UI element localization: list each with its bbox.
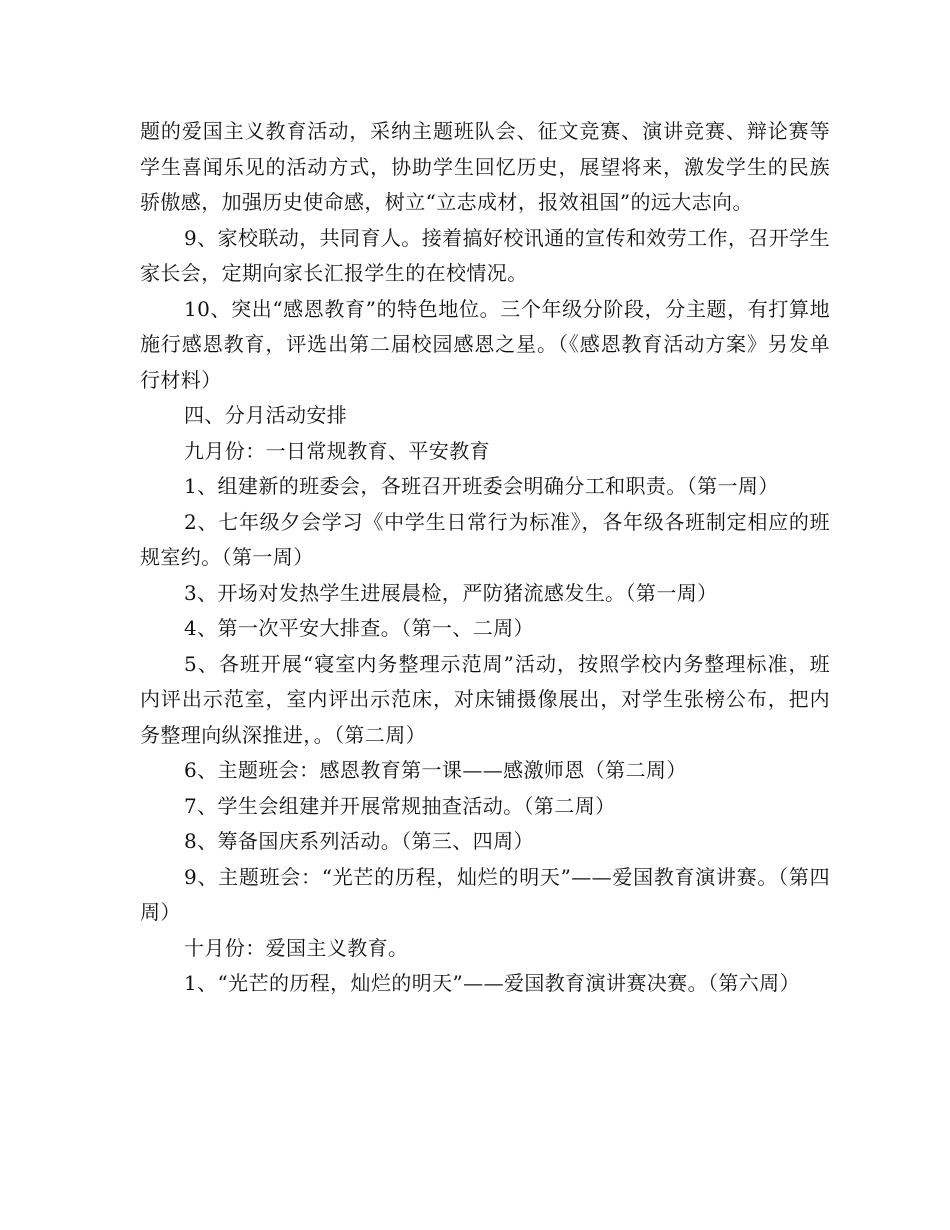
september-item-7: 7、学生会组建并开展常规抽查活动。（第二周）: [184, 793, 616, 818]
september-item-2: 2、七年级夕会学习《中学生日常行为标准》，各年级各班制定相应的班规室约。（第一周）: [140, 509, 830, 569]
paragraph-patriotic-activities: 题的爱国主义教育活动，采纳主题班队会、征文竞赛、演讲竞赛、辩论赛等学生喜闻乐见的活动方式，协助学生回忆历史，展望将来，激发学生的民族骄傲感，加强历史使命感，树立“立志成材，报效祖国”的远大志向。: [140, 119, 830, 214]
section-heading-monthly-plan: 四、分月活动安排: [184, 403, 348, 427]
october-item-1: 1、“光芒的历程，灿烂的明天”——爱国教育演讲赛决赛。（第六周）: [184, 971, 800, 995]
paragraph-item-9-home-school: 9、家校联动，共同育人。接着搞好校讯通的宣传和效劳工作，召开学生家长会，定期向家长汇报学生的在校情况。: [140, 225, 830, 285]
paragraph-item-10-gratitude: 10、突出“感恩教育”的特色地位。三个年级分阶段，分主题，有打算地施行感恩教育，评选出第二届校园感恩之星。（《感恩教育活动方案》另发单行材料）: [140, 296, 830, 392]
september-item-8: 8、筹备国庆系列活动。（第三、四周）: [184, 829, 534, 853]
september-item-6: 6、主题班会：感恩教育第一课——感激师恩（第二周）: [184, 758, 687, 782]
september-item-4: 4、第一次平安大排查。（第一、二周）: [184, 616, 534, 640]
document-body: [140, 114, 830, 1002]
september-item-5: 5、各班开展“寝室内务整理示范周”活动，按照学校内务整理标准，班内评出示范室，室内评出示范床，对床铺摄像展出，对学生张榜公布，把内务整理向纵深推进，。（第二周）: [140, 651, 830, 747]
september-item-9: 9、主题班会：“光芒的历程，灿烂的明天”——爱国教育演讲赛。（第四周）: [140, 864, 830, 924]
september-item-3: 3、开场对发热学生进展晨检，严防猪流感发生。（第一周）: [184, 580, 718, 605]
month-heading-october: 十月份：爱国主义教育。: [184, 935, 409, 960]
september-item-1: 1、组建新的班委会，各班召开班委会明确分工和职责。（第一周）: [184, 474, 779, 498]
month-heading-september: 九月份：一日常规教育、平安教育: [184, 438, 490, 463]
